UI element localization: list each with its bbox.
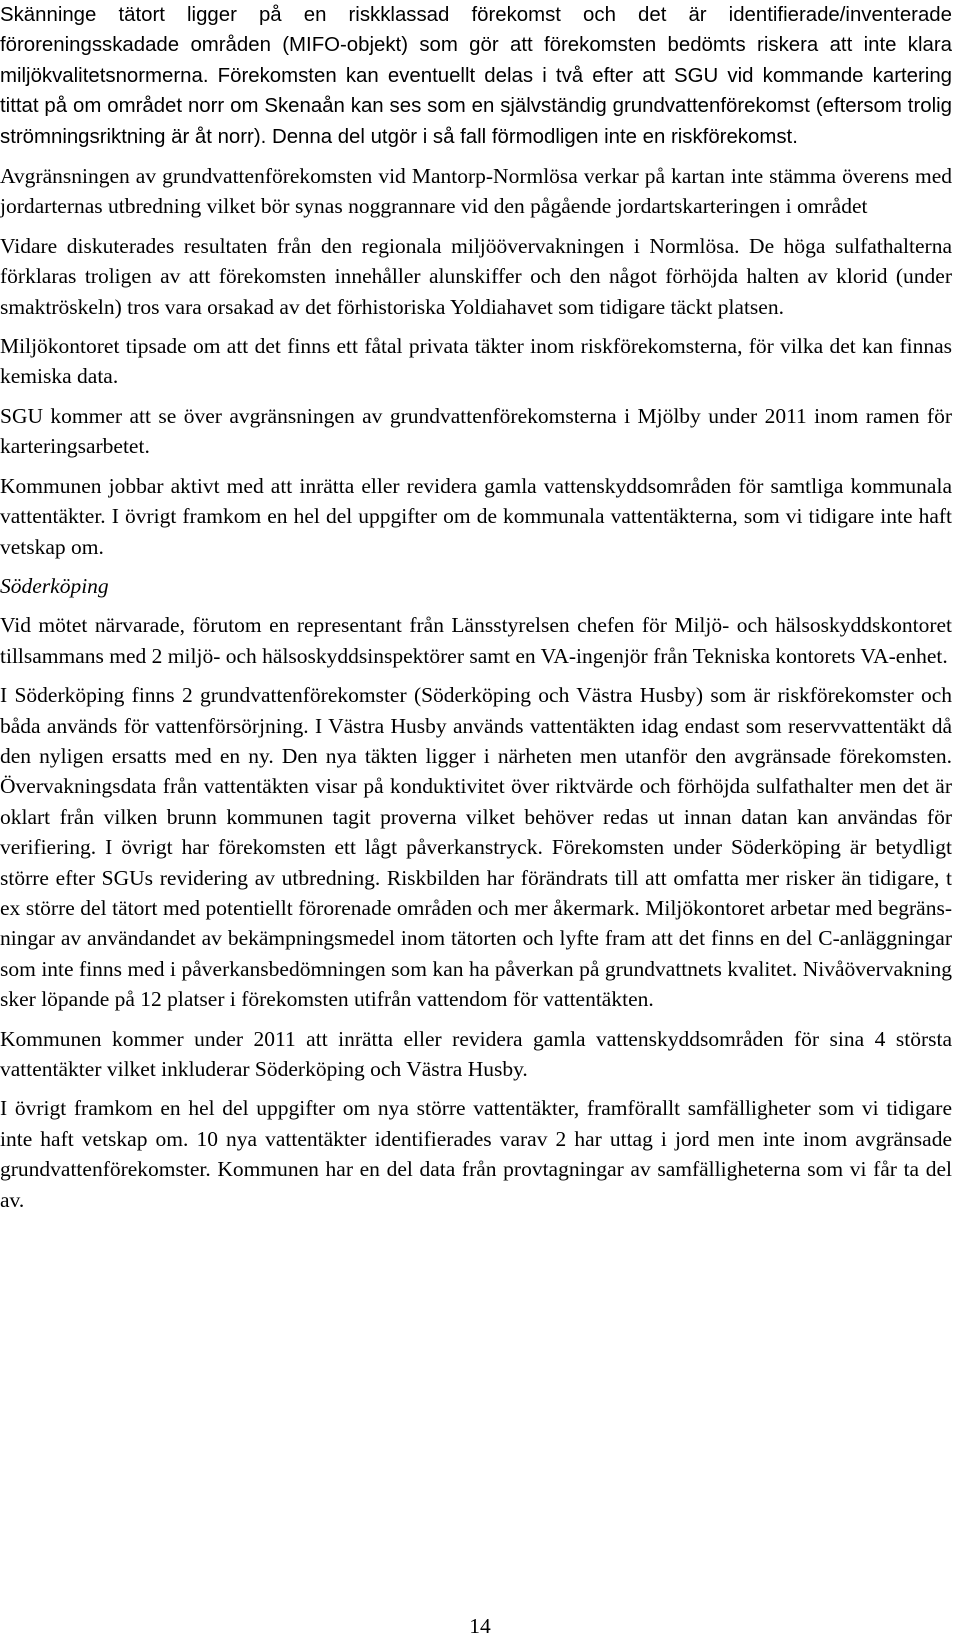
paragraph-mantorp-normlosa: Avgränsningen av grundvattenförekomsten vid Mantorp-Normlösa verkar på kartan inte stämma överens med jordarternas utbredning vilket bör synas noggrannare vid den pågående jordartskarteringen i området xyxy=(0,164,952,219)
paragraph-miljokontoret: Miljökontoret tipsade om att det finns ett fåtal privata täkter inom riskförekomsterna, för vilka det kan finnas kemiska data. xyxy=(0,334,952,389)
paragraph-motet: Vid mötet närvarade, förutom en representant från Länsstyrelsen chefen för Miljö- och hälsoskyddskontoret tillsammans med 2 miljö- och hälsoskyddsinspektörer samt en VA-​ingenjör från Tekniska kontorets VA-enhet. xyxy=(0,613,952,668)
paragraph-sgu-mjolby: SGU kommer att se över avgränsningen av grundvattenförekomsterna i Mjölby under 2011 inom ramen för karteringsarbetet. xyxy=(0,403,952,459)
paragraph-grundvattenforekomster: I Söderköping finns 2 grundvattenförekomster (Söderköping och Västra Husby) som är riskförekomster och båda används för vattenförsörjning. I Västra Husby används vattentäkten idag endast som reservvattentäkt då den nyligen ersatts med en ny. Den nya täkten ligger i närheten men utanför den avgränsade förekomsten. Övervakningsdata från vattentäkten visar på konduktivitet över riktvärde och förhöjda sulfathalter men det är oklart från vilken brunn kommunen tagit proverna vilket behöver redas ut innan datan kan användas för verifiering. I övrigt har förekomsten ett lågt påverkanstryck. Förekomsten under Söderköping är betydligt större efter SGUs revidering av utbredning. Riskbilden har förändrats till att omfatta mer risker än tidigare, t ex större del tätort med potentiellt förorenade områden och mer åkermark. Miljökontoret arbetar med begränsningar av användandet av bekämpningsmedel inom tätorten och lyfte fram att det finns en del C-anläggningar som inte finns med i påverkansbedömningen som kan ha påverkan på grundvattnets kvalitet. Nivåövervakning sker löpande på 12 platser i förekomsten utifrån vattendom för vattentäkten. xyxy=(0,683,952,1012)
paragraph-skanninge: Skänninge tätort ligger på en riskklassad förekomst och det är identifierade/inventerade föroreningsskadade områden (MIFO-objekt) som gör att förekomsten bedömts riskera att inte klara miljökvalitetsnormerna. Förekomsten kan eventuellt delas i två efter att SGU vid kommande kartering tittat på om området norr om Skenaån kan ses som en självständig grundvattenförekomst (eftersom trolig strömningsriktning är åt norr). Denna del utgör i så fall förmodligen inte en riskförekomst. xyxy=(0,4,952,148)
paragraph-ovrigt: I övrigt framkom en hel del uppgifter om nya större vattentäkter, framförallt samfälligheter som vi tidigare inte haft vetskap om. 10 nya vattentäkter identifierades varav 2 har uttag i jord men inte inom avgränsade grundvattenförekomster. Kommunen har en del data från provtagningar av samfälligheterna som vi får ta del av. xyxy=(0,1096,952,1212)
paragraph-miljoovervakning: Vidare diskuterades resultaten från den regionala miljöövervakningen i Normlösa. De höga sulfathalterna förklaras troligen av att förekomsten innehåller alunskiffer och den något förhöjda halten av klorid (under smaktröskeln) tros vara orsakad av det förhistoriska Yoldiahavet som tidigare täckt platsen. xyxy=(0,233,952,319)
paragraph-vattenskydd: Kommunen jobbar aktivt med att inrätta eller revidera gamla vattenskyddsområden för samtliga kommunala vattentäkter. I övrigt framkom en hel del uppgifter om de kommunala vattentäkterna, som vi tidigare inte haft vetskap om. xyxy=(0,473,952,559)
page-number: 14 xyxy=(469,1614,491,1638)
section-heading-soderkoping: Söderköping xyxy=(0,573,109,598)
paragraph-kommunen-2011: Kommunen kommer under 2011 att inrätta eller revidera gamla vattenskyddsområden för sina 4 största vattentäkter vilket inkluderar Söderköping och Västra Husby. xyxy=(0,1026,952,1081)
